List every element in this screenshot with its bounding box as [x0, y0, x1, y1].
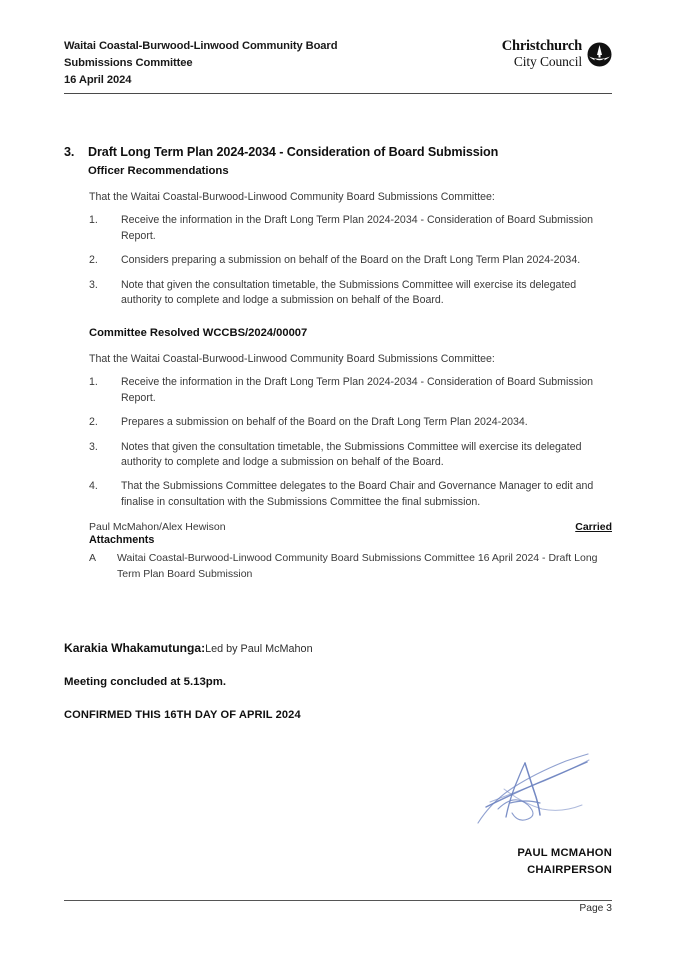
- meeting-concluded-text: Meeting concluded at 5.13pm.: [64, 676, 227, 688]
- list-item-text: Receive the information in the Draft Long Term Plan 2024-2034 - Consideration of Board Submission Report.: [121, 214, 594, 242]
- document-body: [64, 145, 612, 582]
- council-emblem-icon: [587, 42, 612, 67]
- attachment-letter: A: [89, 552, 97, 565]
- officer-recommendations-heading: Officer Recommendations: [88, 165, 229, 177]
- list-item-text: That the Submissions Committee delegates to the Board Chair and Governance Manager to edit and finalise in consultation with the Submissions Committee the final submission.: [121, 480, 594, 508]
- motion-result-row: [89, 521, 612, 533]
- header-title-line-2: Submissions Committee: [64, 57, 193, 70]
- list-item: [64, 479, 612, 510]
- officer-recommendations-list: [64, 213, 612, 308]
- page-number: Page 3: [579, 903, 612, 914]
- motion-movers: Paul McMahon/Alex Hewison: [89, 521, 226, 534]
- list-item-text: Notes that given the consultation timetable, the Submissions Committee will exercise its delegated authority to complete and lodge a submission on behalf of the Board.: [121, 440, 582, 468]
- list-item-text: Considers preparing a submission on behalf of the Board on the Draft Long Term Plan 2024-2034.: [121, 254, 581, 267]
- confirmation-text: CONFIRMED THIS 16TH DAY OF APRIL 2024: [64, 709, 301, 721]
- agenda-item-heading: [64, 145, 612, 159]
- header-divider: [64, 93, 612, 94]
- list-item-marker: 1.: [89, 376, 98, 389]
- list-item: [64, 253, 612, 268]
- signatory-role: CHAIRPERSON: [527, 864, 612, 877]
- list-item: [64, 415, 612, 430]
- christchurch-city-council-logo: [502, 39, 612, 69]
- signature-image: [470, 745, 595, 835]
- committee-resolved-heading: Committee Resolved WCCBS/2024/00007: [89, 326, 308, 339]
- signatory-name: PAUL MCMAHON: [517, 847, 612, 859]
- attachment-title: Waitai Coastal-Burwood-Linwood Community Board Submissions Committee 16 April 2024 - Draft Long Term Plan Board Submission: [117, 552, 598, 580]
- list-item-text: Note that given the consultation timetable, the Submissions Committee will exercise its delegated authority to complete and lodge a submission on behalf of the Board.: [121, 278, 577, 307]
- motion-outcome: Carried: [575, 521, 612, 534]
- karakia-label: Karakia Whakamutunga:: [64, 641, 206, 655]
- section-spacer: [64, 309, 612, 327]
- agenda-item-number: 3.: [64, 145, 75, 159]
- karakia-line: [64, 641, 612, 655]
- attachment-item: [89, 551, 612, 581]
- list-item: [64, 213, 612, 244]
- officer-recommendations-lead: That the Waitai Coastal-Burwood-Linwood Community Board Submissions Committee:: [89, 191, 495, 203]
- list-item-marker: 3.: [89, 440, 98, 453]
- list-item-marker: 3.: [89, 278, 98, 291]
- agenda-item-title: Draft Long Term Plan 2024-2034 - Consideration of Board Submission: [88, 145, 499, 159]
- list-item-text: Receive the information in the Draft Long Term Plan 2024-2034 - Consideration of Board Submission Report.: [121, 376, 594, 404]
- footer-divider: [64, 900, 612, 901]
- list-item-marker: 1.: [89, 214, 98, 227]
- header-title-block: [64, 38, 337, 89]
- list-item-marker: 4.: [89, 480, 98, 493]
- signatory-block: [412, 845, 612, 879]
- logo-line-2: City Council: [513, 53, 582, 69]
- committee-resolved-list: [64, 375, 612, 510]
- list-item-marker: 2.: [89, 254, 98, 267]
- page-header: [64, 38, 612, 89]
- karakia-value: Led by Paul McMahon: [205, 643, 313, 655]
- logo-wordmark: [502, 39, 582, 69]
- header-date: 16 April 2024: [64, 74, 132, 87]
- list-item: [64, 278, 612, 309]
- committee-resolved-lead: That the Waitai Coastal-Burwood-Linwood Community Board Submissions Committee:: [89, 352, 495, 365]
- list-item: [64, 440, 612, 471]
- attachments-heading: Attachments: [89, 534, 155, 547]
- logo-line-1: Christchurch: [501, 38, 582, 54]
- header-title-line-1: Waitai Coastal-Burwood-Linwood Community Board: [64, 40, 338, 52]
- closing-section: [64, 641, 612, 721]
- list-item-marker: 2.: [89, 416, 98, 429]
- list-item: [64, 375, 612, 406]
- list-item-text: Prepares a submission on behalf of the Board on the Draft Long Term Plan 2024-2034.: [121, 416, 528, 429]
- handwritten-signature-icon: [470, 745, 595, 835]
